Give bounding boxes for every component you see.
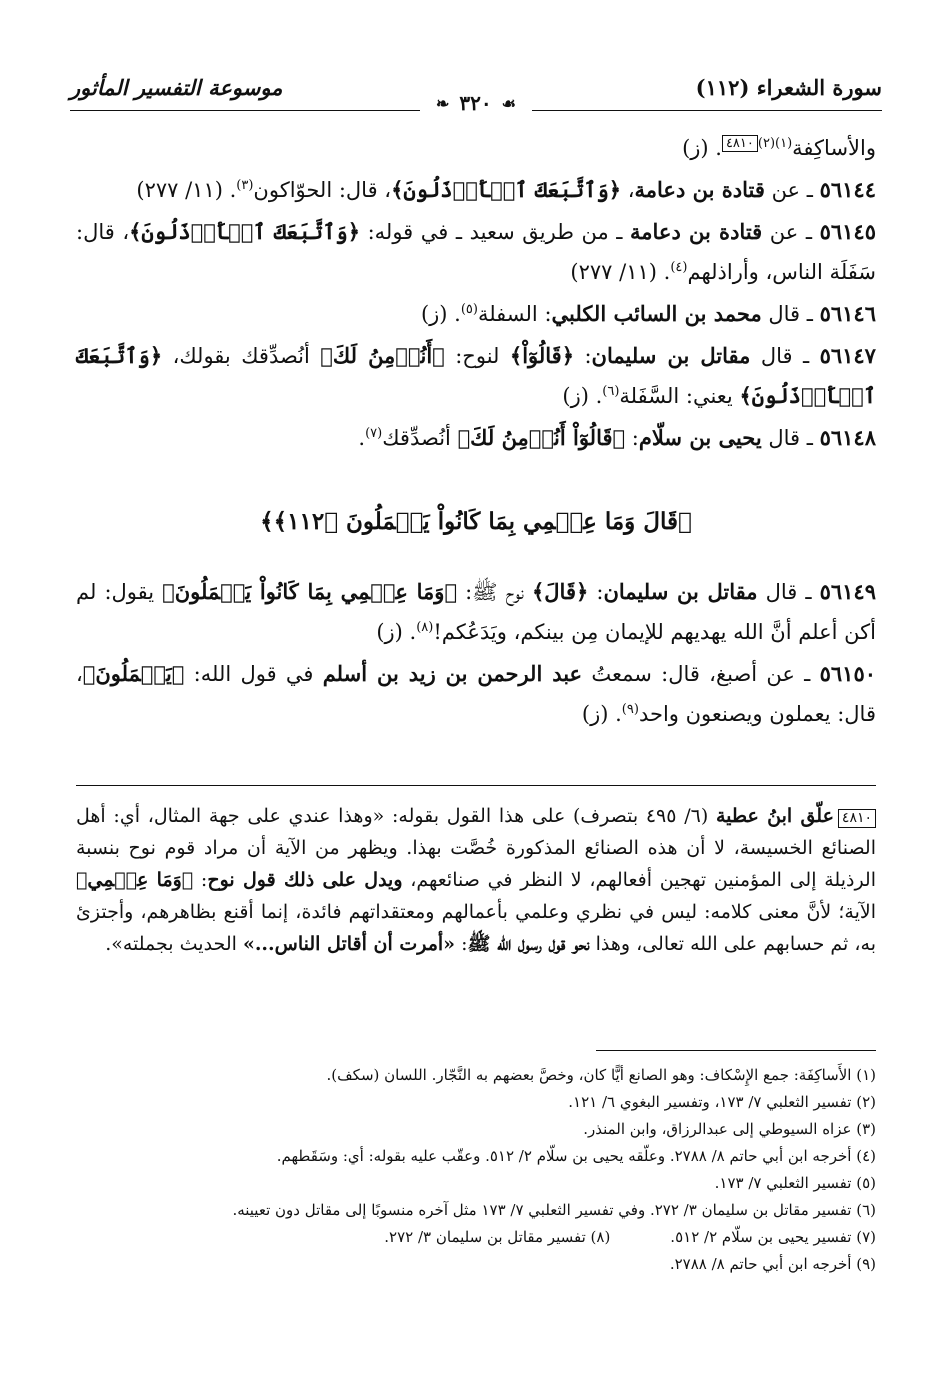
page-number (420, 91, 532, 115)
text: : (625, 426, 639, 450)
footnote-row (76, 1224, 876, 1251)
footnotes (76, 1062, 876, 1278)
text: ـ عن (764, 178, 820, 202)
text: نوح ﷺ: (457, 580, 532, 604)
footnote-ref: (٥) (460, 302, 478, 317)
text: ـ من طريق سعيد ـ في قوله: (360, 220, 631, 244)
footnote-ref: (٧) (365, 426, 383, 441)
text: يقول: لم أكن أعلم أنَّ الله يهديهم للإيمان مِن بينكم، ويَدَعُكم! (76, 580, 876, 644)
text: الآية؛ لأنَّ معنى كلامه: ليس في نظري وعلمي بأعمالهم ومعتقداتهم فائدة، إنما أقنع بظاهرهم، وأجتزئ به، ثم حسابهم على الله تعالى، وهذا (76, 901, 876, 955)
text: : (193, 869, 208, 891)
narrator-name: محمد بن السائب الكلبي (551, 301, 762, 326)
footnote: (٩) أخرجه ابن أبي حاتم ٨/ ٢٧٨٨. (669, 1255, 876, 1273)
page-number-row (70, 90, 882, 116)
text: ـ قال (757, 580, 820, 604)
text: ، (621, 178, 635, 202)
paragraph (76, 170, 876, 210)
main-text (76, 128, 876, 736)
paragraph (76, 294, 876, 334)
narrator-name: قتادة بن دعامة (634, 177, 765, 202)
surah-title: سورة الشعراء (١١٢) (695, 75, 882, 100)
athar-number: ٥٦١٥٠ (819, 661, 877, 686)
text: ـ قال (761, 426, 820, 450)
text: ، قال: الحوّاكون (253, 178, 392, 202)
header-rule-left (70, 110, 420, 111)
source-code: . (ز) (562, 384, 603, 408)
commentary-number-box: ٤٨١٠ (838, 809, 876, 828)
paragraph (76, 212, 876, 292)
athar-number: ٥٦١٤٧ (819, 343, 876, 368)
paragraph (76, 654, 876, 734)
footnote-separator (596, 1050, 876, 1051)
text: في قول الله: (184, 662, 323, 686)
footnote: (٦) تفسير مقاتل بن سليمان ٣/ ٢٧٢. وفي تفسير الثعلبي ٧/ ١٧٣ مثل آخره منسوبًا إلى مقاتل دون تعيينه. (232, 1201, 876, 1219)
quran-quote: ﴿قَالُوٓاْ أَنُؤۡمِنُ لَكَ﴾ (457, 425, 626, 450)
ornament-icon: ☙ (501, 93, 516, 113)
athar-number: ٥٦١٤٨ (819, 425, 876, 450)
text: ـ عن أصبغ، قال: سمعتُ (582, 662, 820, 686)
paragraph (76, 336, 876, 416)
quran-quote: ﴿قَالَ﴾ (531, 579, 589, 604)
commentary-block (76, 800, 876, 960)
page-number-text: ٣٢٠ (459, 91, 492, 115)
ornament-icon: ❧ (436, 93, 450, 113)
athar-number: ٥٦١٤٦ (819, 301, 876, 326)
text: ـ قال (761, 302, 820, 326)
narrator-name: قتادة بن دعامة (630, 219, 763, 244)
quran-quote: ﴿أَنُؤۡمِنُ لَكَ﴾ (320, 343, 445, 368)
text: ويدل على ذلك قول نوح (207, 869, 403, 891)
commentary-ref-box: ٤٨١٠ (722, 135, 758, 152)
narrator-name: مقاتل بن سليمان (591, 343, 751, 368)
footnote-ref: (٣) (236, 178, 254, 193)
paragraph-text: والأساكِفة (792, 136, 876, 160)
narrator-name: مقاتل بن سليمان (603, 579, 758, 604)
quran-quote: ﴿قَالُوٓاْ﴾ (509, 343, 575, 368)
footnote: (٨) تفسير مقاتل بن سليمان ٣/ ٢٧٢. (384, 1228, 611, 1246)
athar-number: ٥٦١٤٥ (819, 219, 876, 244)
paragraph (76, 572, 876, 652)
quran-quote: ﴿وَمَا عِلۡمِي بِمَا كَانُواْ يَعۡمَلُونَ﴾ (162, 579, 458, 604)
quran-quote: ﴿وَٱتَّبَعَكَ ٱلۡأَرۡذَلُونَ﴾ (391, 177, 622, 202)
commentary-lead: علّق ابنُ عطية (715, 805, 834, 827)
footnote-ref: (٩) (621, 702, 639, 717)
paragraph (76, 128, 876, 168)
paragraph (76, 418, 876, 458)
quran-quote: ﴿يَعۡمَلُونَ﴾ (82, 661, 185, 686)
source-code: . (ز) (376, 620, 417, 644)
text: نحو قول رسول الله ﷺ (467, 933, 590, 955)
text: ـ عن (762, 220, 820, 244)
text: أنُصدِّقك (382, 426, 458, 450)
text: الحديث بجملته». (105, 933, 243, 955)
footnote-ref: (٤) (670, 260, 688, 275)
footnote: (٤) أخرجه ابن أبي حاتم ٨/ ٢٧٨٨. وعلّقه يحيى بن سلّام ٢/ ٥١٢. وعقّب عليه بقوله: أي: وسَقَطهم. (276, 1147, 876, 1165)
text: (٦/ ٤٩٥ بتصرف) على هذا القول بقوله: «وهذا عندي على جهة المثال، أي: أهل الصنائع الخسيسة، لا أن هذه الصنائع المذكورة خُصَّت بهذا. ويظهر من الآية أن مراد قوم نوح بنسبة الرذيلة إلى المؤمنين تهجين أفعالهم، لا النظر في صنائعهم، (76, 805, 876, 891)
header-rule-right (532, 110, 882, 111)
athar-number: ٥٦١٤٩ (819, 579, 876, 604)
text: يعني: السَّفَلة (619, 384, 740, 408)
footnote-ref: (٦) (602, 384, 620, 399)
book-title: موسوعة التفسير المأثور (70, 75, 283, 100)
text: : (574, 344, 592, 368)
quran-verse-heading: ﴿قَالَ وَمَا عِلۡمِي بِمَا كَانُواْ يَعۡمَلُونَ ﴿١١٢﴾﴾ (260, 508, 692, 535)
quran-quote: ﴿وَمَا عِلۡمِي﴾ (76, 869, 194, 891)
text: ، قال: يعملون ويصنعون واحد (76, 662, 876, 726)
athar-number: ٥٦١٤٤ (819, 177, 876, 202)
text: ، قال: سَفَلَة الناس، وأراذلهم (76, 220, 876, 284)
quran-quote: ﴿وَٱتَّبَعَكَ ٱلۡأَرۡذَلُونَ﴾ (76, 343, 876, 408)
source-code: . (١١/ ٢٧٧) (570, 260, 671, 284)
source-code: . (ز) (682, 136, 722, 160)
text: . (358, 426, 366, 450)
footnote: (٥) تفسير الثعلبي ٧/ ١٧٣. (714, 1174, 876, 1192)
narrator-name: يحيى بن سلّام (638, 425, 762, 450)
text: : السفلة (477, 302, 552, 326)
text: ـ قال (750, 344, 820, 368)
footnote: (١) الأَساكِفَة: جمع الإِسْكاف: وهو الصانع أيًّا كان، وخصَّ بعضهم به النَّجّار. اللسان (سكف). (326, 1066, 876, 1084)
commentary-separator (76, 785, 876, 786)
source-code: . (ز) (420, 302, 461, 326)
hadith-quote: «أمرت أن أقاتل الناس...» (242, 933, 456, 955)
source-code: . (ز) (581, 702, 622, 726)
text: : (455, 933, 468, 955)
narrator-name: عبد الرحمن بن زيد بن أسلم (322, 661, 583, 686)
text: لنوح: (444, 344, 510, 368)
text: أنُصدِّقك بقولك، (162, 344, 321, 368)
footnote: (٧) تفسير يحيى بن سلّام ٢/ ٥١٢. (670, 1228, 876, 1246)
quran-quote: ﴿وَٱتَّبَعَكَ ٱلۡأَرۡذَلُونَ﴾ (129, 219, 361, 244)
footnote: (٢) تفسير الثعلبي ٧/ ١٧٣، وتفسير البغوي ٦/ ١٢١. (568, 1093, 876, 1111)
footnote-ref: (٨) (416, 620, 434, 635)
text: : (588, 580, 604, 604)
source-code: . (١١/ ٢٧٧) (136, 178, 237, 202)
footnote: (٣) عزاه السيوطي إلى عبدالرزاق، وابن المنذر. (583, 1120, 876, 1138)
footnote-ref: (١)(٢) (757, 136, 793, 151)
